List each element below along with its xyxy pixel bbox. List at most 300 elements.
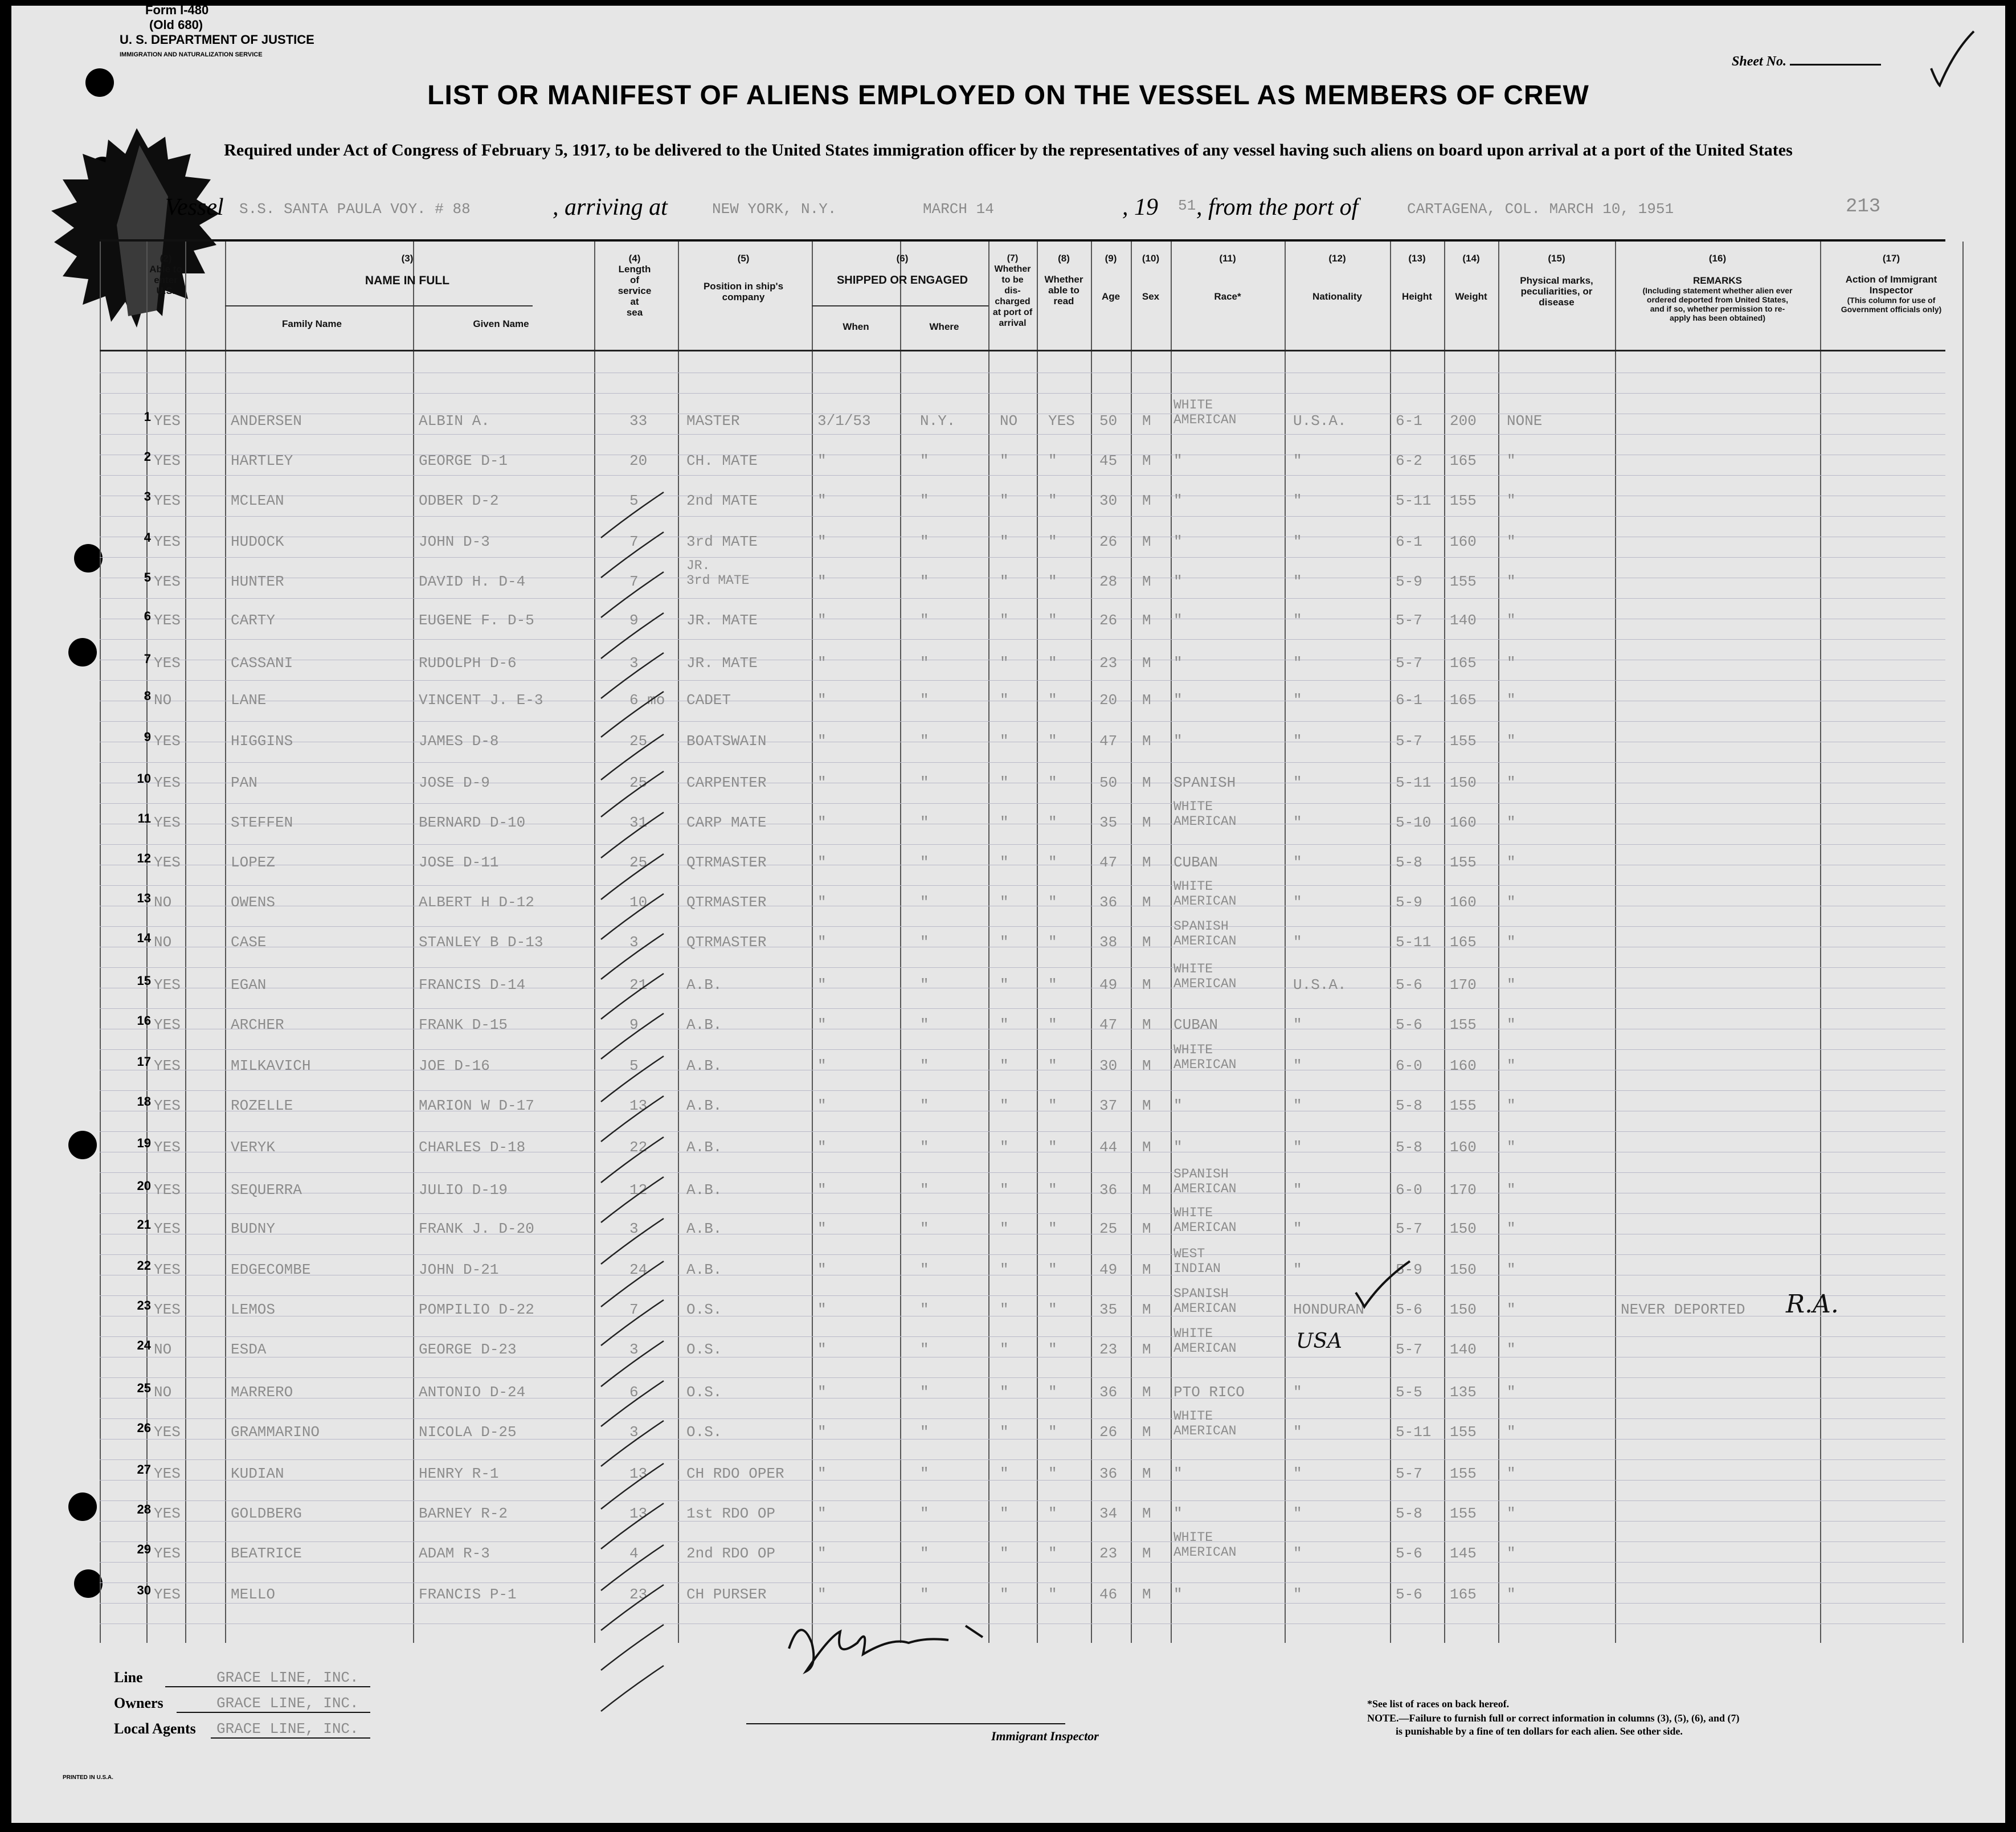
cell-nat: " [1293,1505,1302,1522]
inspector-label: Immigrant Inspector [991,1729,1099,1743]
cell-weight: 155 [1450,1505,1477,1522]
cell-age: 37 [1099,1097,1118,1114]
cell-family: LEMOS [231,1301,276,1318]
cell-age: 38 [1099,934,1118,951]
signature-scribble [778,1603,1005,1677]
cell-given: JOHN D-3 [419,533,490,550]
header-rule [100,350,1945,351]
cell-when: " [817,612,827,629]
column-rule [413,242,414,1643]
cell-nat: " [1293,1261,1302,1278]
cell-family: BEATRICE [231,1545,302,1562]
cell-able: NO [154,934,172,951]
handwritten-nationality: USA [1296,1330,1342,1353]
cell-sex: M [1142,692,1151,709]
arriving-label: , arriving at [553,194,668,220]
row-rule [100,803,1945,804]
cell-svc: 6 mo [629,692,665,709]
cell-read: " [1048,1505,1057,1522]
cell-age: 30 [1099,492,1118,509]
binder-hole [74,1569,103,1598]
cell-given: JAMES D-8 [419,733,499,750]
cell-svc: 9 [629,612,639,629]
cell-age: 20 [1099,692,1118,709]
cell-able: NO [154,1341,172,1358]
cell-sex: M [1142,1261,1151,1278]
cell-able: YES [154,1181,181,1199]
cell-weight: 200 [1450,412,1477,430]
cell-where: " [920,1384,929,1401]
cell-svc: 10 [629,894,648,911]
cell-age: 26 [1099,612,1118,629]
cell-sex: M [1142,976,1151,993]
cell-sex: M [1142,412,1151,430]
header-col-9: (9) Age [1101,253,1121,302]
line-field [165,1686,370,1687]
row-number: 30 [137,1583,151,1597]
cell-age: 36 [1099,1465,1118,1482]
cell-when: " [817,1261,827,1278]
cell-where: " [920,814,929,831]
cell-pos: CH. MATE [686,452,758,469]
binder-hole [68,638,97,666]
row-number: 8 [144,689,151,703]
cell-sex: M [1142,1016,1151,1033]
cell-age: 26 [1099,533,1118,550]
cell-given: JOHN D-21 [419,1261,499,1278]
cell-height: 5-8 [1396,1097,1422,1114]
cell-when: " [817,1545,827,1562]
cell-given: BARNEY R-2 [419,1505,508,1522]
header-col-14: (14) Weight [1455,253,1487,302]
cell-phys: " [1507,1424,1516,1441]
cell-phys: " [1507,733,1516,750]
cell-where: " [920,1097,929,1114]
cell-pos: O.S. [686,1424,722,1441]
row-number: 4 [144,530,151,545]
cell-when: " [817,1181,827,1199]
cell-given: JOSE D-9 [419,774,490,791]
cell-pos: A.B. [686,1139,722,1156]
cell-able: YES [154,854,181,871]
cell-family: ROZELLE [231,1097,293,1114]
cell-race: WEST INDIAN [1173,1246,1221,1276]
row-number: 25 [137,1381,151,1395]
cell-where: " [920,976,929,993]
cell-sex: M [1142,1139,1151,1156]
printed-mark: PRINTED IN U.S.A. [63,1774,113,1781]
cell-svc: 25 [629,774,648,791]
row-rule [100,885,1945,886]
cell-when: " [817,492,827,509]
cell-disch: " [1000,976,1009,993]
cell-able: YES [154,1139,181,1156]
form-number: Form I-480 [145,6,209,17]
cell-disch: " [1000,1261,1009,1278]
race-note: *See list of races on back hereof. [1367,1698,1510,1710]
cell-read: YES [1048,412,1075,430]
cell-family: MILKAVICH [231,1057,311,1074]
year-prefix: , 19 [1122,194,1158,220]
cell-phys: " [1507,1301,1516,1318]
cell-disch: " [1000,1545,1009,1562]
column-rule [185,242,186,1643]
cell-sex: M [1142,533,1151,550]
cell-race: SPANISH AMERICAN [1173,1286,1237,1316]
cell-phys: " [1507,814,1516,831]
cell-pos: A.B. [686,1261,722,1278]
cell-pos: A.B. [686,1057,722,1074]
cell-nat: " [1293,1016,1302,1033]
cell-read: " [1048,573,1057,590]
cell-age: 30 [1099,1057,1118,1074]
cell-where: " [920,934,929,951]
cell-phys: " [1507,1016,1516,1033]
cell-family: ESDA [231,1341,267,1358]
cell-weight: 160 [1450,814,1477,831]
row-rule [100,967,1945,968]
row-rule [100,1254,1945,1255]
cell-height: 5-11 [1396,492,1432,509]
row-rule [100,516,1945,517]
cell-svc: 25 [629,733,648,750]
cell-age: 36 [1099,1384,1118,1401]
cell-given: FRANCIS D-14 [419,976,526,993]
row-number: 9 [144,730,151,744]
cell-able: YES [154,1465,181,1482]
row-number: 2 [144,449,151,464]
cell-disch: " [1000,533,1009,550]
cell-height: 6-1 [1396,533,1422,550]
cell-able: YES [154,774,181,791]
header-when: When [843,321,869,332]
header-family-name: Family Name [282,318,342,329]
cell-height: 5-8 [1396,1505,1422,1522]
cell-pos: MASTER [686,412,740,430]
cell-weight: 170 [1450,1181,1477,1199]
header-col-13: (13) Height [1402,253,1432,302]
row-rule [100,1521,1945,1522]
cell-weight: 135 [1450,1384,1477,1401]
cell-family: BUDNY [231,1220,276,1237]
cell-phys: " [1507,1341,1516,1358]
cell-height: 5-7 [1396,733,1422,750]
cell-age: 47 [1099,854,1118,871]
cell-height: 5-7 [1396,1465,1422,1482]
cell-height: 5-11 [1396,774,1432,791]
column-rule [812,242,813,1643]
cell-given: GEORGE D-23 [419,1341,517,1358]
cell-given: NICOLA D-25 [419,1424,517,1441]
cell-svc: 13 [629,1505,648,1522]
row-rule [100,680,1945,681]
cell-age: 34 [1099,1505,1118,1522]
cell-where: " [920,1139,929,1156]
cell-height: 5-5 [1396,1384,1422,1401]
cell-when: " [817,1139,827,1156]
cell-age: 49 [1099,976,1118,993]
cell-pos: QTRMASTER [686,934,767,951]
cell-sex: M [1142,573,1151,590]
vessel-label: Vessel [165,194,224,220]
cell-nat: " [1293,814,1302,831]
row-rule [100,1459,1945,1460]
cell-sex: M [1142,1341,1151,1358]
cell-read: " [1048,1424,1057,1441]
cell-when: " [817,1384,827,1401]
penalty-note-1: NOTE.—Failure to furnish full or correct information in columns (3), (5), (6), and (7) [1367,1712,1740,1724]
cell-weight: 140 [1450,1341,1477,1358]
cell-read: " [1048,1097,1057,1114]
cell-race: CUBAN [1173,854,1218,871]
cell-when: " [817,1341,827,1358]
cell-age: 50 [1099,774,1118,791]
row-number: 3 [144,489,151,504]
cell-where: " [920,1424,929,1441]
cell-where: " [920,692,929,709]
cell-age: 47 [1099,1016,1118,1033]
cell-svc: 3 [629,655,639,672]
cell-sex: M [1142,1384,1151,1401]
cell-disch: " [1000,1181,1009,1199]
row-rule [100,1562,1945,1563]
cell-able: YES [154,1586,181,1603]
cell-height: 5-10 [1396,814,1432,831]
cell-when: " [817,934,827,951]
column-rule [1820,242,1821,1643]
header-col-12: (12) Nationality [1312,253,1362,302]
cell-read: " [1048,733,1057,750]
cell-where: " [920,1301,929,1318]
cell-able: YES [154,1057,181,1074]
cell-race: " [1173,452,1183,469]
cell-sex: M [1142,655,1151,672]
cell-sex: M [1142,452,1151,469]
header-col-6: (6) SHIPPED OR ENGAGED [836,253,968,287]
departure-port: CARTAGENA, COL. MARCH 10, 1951 [1407,201,1674,218]
cell-svc: 3 [629,934,639,951]
cell-nat: " [1293,1139,1302,1156]
cell-sex: M [1142,1586,1151,1603]
cell-pos: JR. 3rd MATE [686,558,750,588]
sheet-label: Sheet No. [1732,54,1786,69]
cell-svc: 3 [629,1341,639,1358]
cell-read: " [1048,854,1057,871]
cell-height: 6-0 [1396,1181,1422,1199]
cell-able: YES [154,412,181,430]
cell-race: " [1173,692,1183,709]
cell-race: CUBAN [1173,1016,1218,1033]
cell-weight: 145 [1450,1545,1477,1562]
cell-phys: " [1507,1505,1516,1522]
cell-nat: " [1293,934,1302,951]
cell-given: GEORGE D-1 [419,452,508,469]
cell-family: EGAN [231,976,267,993]
row-number: 19 [137,1136,151,1150]
cell-sex: M [1142,934,1151,951]
cell-where: " [920,655,929,672]
cell-read: " [1048,1057,1057,1074]
cell-race: WHITE AMERICAN [1173,1205,1237,1235]
column-rule [1615,242,1616,1643]
cell-family: CASE [231,934,267,951]
cell-height: 6-2 [1396,452,1422,469]
cell-read: " [1048,1465,1057,1482]
row-rule [100,762,1945,763]
cell-pos: QTRMASTER [686,894,767,911]
cell-nat: " [1293,1586,1302,1603]
row-number: 13 [137,891,151,905]
cell-disch: " [1000,733,1009,750]
row-number: 6 [144,609,151,623]
column-rule [1444,242,1445,1643]
cell-nat: " [1293,774,1302,791]
cell-disch: " [1000,814,1009,831]
cell-disch: " [1000,573,1009,590]
cell-read: " [1048,1586,1057,1603]
cell-family: GOLDBERG [231,1505,302,1522]
cell-pos: CARP MATE [686,814,767,831]
cell-nat: " [1293,1220,1302,1237]
cell-height: 5-7 [1396,1220,1422,1237]
cell-nat: " [1293,533,1302,550]
cell-where: " [920,573,929,590]
cell-pos: 1st RDO OP [686,1505,776,1522]
cell-phys: " [1507,1545,1516,1562]
row-rule [100,1336,1945,1337]
row-rule [100,639,1945,640]
cell-race: " [1173,1505,1183,1522]
cell-age: 23 [1099,1341,1118,1358]
cell-where: " [920,1181,929,1199]
line-value: GRACE LINE, INC. [216,1669,359,1686]
cell-when: " [817,976,827,993]
header-where: Where [929,321,959,332]
cell-height: 6-1 [1396,412,1422,430]
cell-where: " [920,854,929,871]
cell-weight: 155 [1450,733,1477,750]
cell-family: GRAMMARINO [231,1424,320,1441]
cell-weight: 155 [1450,492,1477,509]
cell-svc: 5 [629,492,639,509]
cell-sex: M [1142,894,1151,911]
cell-pos: O.S. [686,1384,722,1401]
cell-height: 5-7 [1396,1341,1422,1358]
header-col-3: (3) NAME IN FULL [365,253,450,287]
cell-weight: 160 [1450,1139,1477,1156]
cell-family: HUDOCK [231,533,284,550]
row-number: 16 [137,1013,151,1028]
page-title: LIST OR MANIFEST OF ALIENS EMPLOYED ON THE VESSEL AS MEMBERS OF CREW [427,80,1589,111]
agents-value: GRACE LINE, INC. [216,1720,359,1737]
cell-able: YES [154,1424,181,1441]
cell-svc: 9 [629,1016,639,1033]
row-rule [100,475,1945,476]
row-rule [100,1172,1945,1173]
cell-where: " [920,1505,929,1522]
cell-given: EUGENE F. D-5 [419,612,534,629]
cell-given: POMPILIO D-22 [419,1301,534,1318]
cell-weight: 165 [1450,452,1477,469]
cell-age: 47 [1099,733,1118,750]
cell-read: " [1048,1139,1057,1156]
cell-height: 5-6 [1396,1586,1422,1603]
cell-nat: " [1293,1181,1302,1199]
cell-where: " [920,1341,929,1358]
cell-family: HUNTER [231,573,284,590]
cell-phys: " [1507,573,1516,590]
vessel-line [165,194,1908,222]
cell-family: HARTLEY [231,452,293,469]
cell-svc: 5 [629,1057,639,1074]
cell-read: " [1048,814,1057,831]
cell-race: PTO RICO [1173,1384,1245,1401]
cell-sex: M [1142,814,1151,831]
header-col-4: (4) Length of service at sea [618,253,652,318]
cell-sex: M [1142,774,1151,791]
agents-field [211,1737,370,1739]
cell-given: VINCENT J. E-3 [419,692,543,709]
cell-svc: 20 [629,452,648,469]
header-col-11: (11) Race* [1214,253,1241,302]
cell-sex: M [1142,733,1151,750]
cell-height: 5-8 [1396,1139,1422,1156]
cell-height: 5-7 [1396,655,1422,672]
cell-weight: 155 [1450,854,1477,871]
cell-given: DAVID H. D-4 [419,573,526,590]
cell-when: " [817,1220,827,1237]
cell-height: 5-11 [1396,1424,1432,1441]
column-rule [1171,242,1172,1643]
cell-height: 5-8 [1396,854,1422,871]
from-port-label: , from the port of [1196,194,1359,220]
cell-race: " [1173,492,1183,509]
cell-height: 6-1 [1396,692,1422,709]
cell-when: " [817,1505,827,1522]
cell-sex: M [1142,1301,1151,1318]
cell-sex: M [1142,492,1151,509]
cell-when: " [817,854,827,871]
cell-nat: " [1293,492,1302,509]
cell-when: " [817,452,827,469]
cell-phys: " [1507,655,1516,672]
cell-age: 35 [1099,1301,1118,1318]
cell-given: ADAM R-3 [419,1545,490,1562]
cell-given: BERNARD D-10 [419,814,526,831]
cell-able: YES [154,1097,181,1114]
cell-phys: " [1507,1220,1516,1237]
cell-svc: 12 [629,1181,648,1199]
cell-phys: " [1507,1139,1516,1156]
cell-phys: " [1507,976,1516,993]
cell-race: " [1173,533,1183,550]
cell-sex: M [1142,1424,1151,1441]
cell-svc: 13 [629,1465,648,1482]
cell-svc: 6 [629,1384,639,1401]
cell-height: 5-9 [1396,573,1422,590]
cell-pos: JR. MATE [686,655,758,672]
cell-weight: 165 [1450,692,1477,709]
cell-weight: 155 [1450,573,1477,590]
cell-phys: NONE [1507,412,1543,430]
cell-read: " [1048,1384,1057,1401]
cell-race: WHITE AMERICAN [1173,1409,1237,1438]
column-rule [100,242,101,1643]
cell-svc: 25 [629,854,648,871]
cell-age: 25 [1099,1220,1118,1237]
header-col-15: (15) Physical marks, peculiarities, or disease [1520,253,1593,308]
cell-svc: 3 [629,1220,639,1237]
